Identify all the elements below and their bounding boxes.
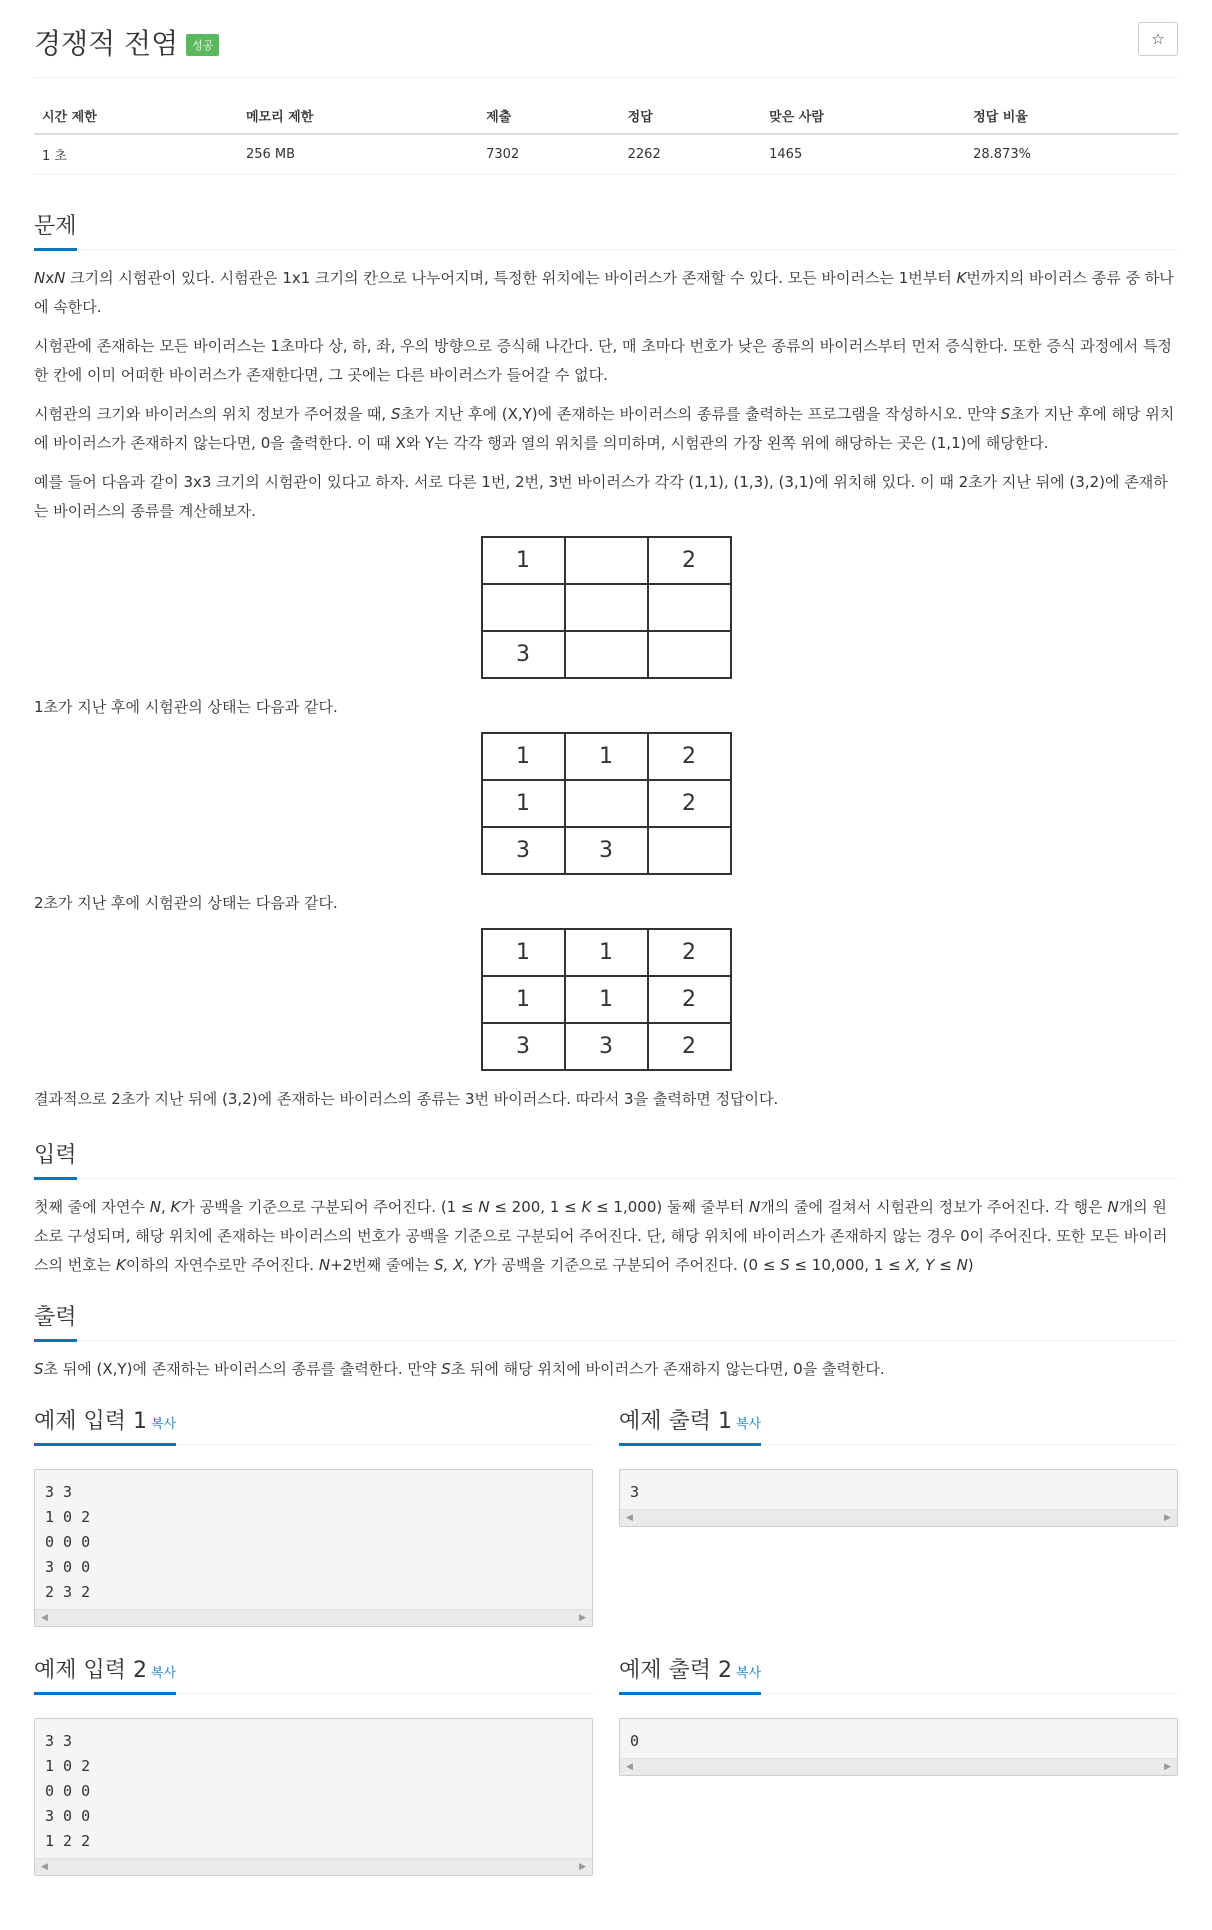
sample-title-text: 예제 입력 1 xyxy=(34,1409,147,1434)
scroll-right-icon[interactable]: ▶ xyxy=(579,1613,586,1623)
sample-input-1-code: 3 3 1 0 2 0 0 0 3 0 0 2 3 2 xyxy=(45,1483,91,1601)
sample-input-1-box[interactable] xyxy=(34,1469,593,1627)
copy-button[interactable]: 복사 xyxy=(736,1666,762,1681)
input-section-head xyxy=(34,1138,1178,1179)
text: 이하의 자연수로만 주어진다. xyxy=(125,1256,319,1274)
var-s: S xyxy=(1000,405,1011,423)
grid-cell: 2 xyxy=(648,1023,731,1070)
info-header-row xyxy=(34,98,1178,134)
var-s: S xyxy=(34,1360,44,1378)
scroll-right-icon[interactable]: ▶ xyxy=(1164,1762,1171,1772)
sample-input-2-box[interactable] xyxy=(34,1718,593,1876)
output-section-title: 출력 xyxy=(34,1300,77,1342)
samples-row-2 xyxy=(34,1653,1178,1876)
grid-2s-wrap xyxy=(34,928,1178,1071)
description-paragraph-7: 결과적으로 2초가 지난 뒤에 (3,2)에 존재하는 바이러스의 종류는 3번 바이러스다. 따라서 3을 출력하면 정답이다. xyxy=(34,1090,779,1108)
copy-button[interactable]: 복사 xyxy=(151,1666,177,1681)
sample-title-text: 예제 출력 1 xyxy=(619,1409,732,1434)
description-paragraph-5: 1초가 지난 후에 시험관의 상태는 다음과 같다. xyxy=(34,698,338,716)
grid-cell: 1 xyxy=(565,733,648,780)
sample-input-1 xyxy=(34,1404,593,1627)
grid-cell: 1 xyxy=(482,929,565,976)
sample-input-2-title xyxy=(34,1653,176,1695)
sample-output-2 xyxy=(619,1653,1178,1876)
grid-cell: 1 xyxy=(482,976,565,1023)
sample-input-2-head xyxy=(34,1653,593,1694)
var: K xyxy=(170,1198,181,1216)
grid-cell xyxy=(482,584,565,631)
page-header xyxy=(34,0,1178,78)
scroll-right-icon[interactable]: ▶ xyxy=(1164,1513,1171,1523)
text: 초가 지난 후에 (X,Y)에 존재하는 바이러스의 종류를 출력하는 프로그램을 작성하시오. 만약 xyxy=(400,405,1001,423)
input-section-title: 입력 xyxy=(34,1138,77,1180)
input-section xyxy=(34,1138,1178,1280)
grid-cell xyxy=(648,584,731,631)
text: 개의 줄에 걸쳐서 시험관의 정보가 주어진다. 각 행은 xyxy=(760,1198,1108,1216)
var: S, X, Y xyxy=(434,1256,483,1274)
description-paragraph-4: 예를 들어 다음과 같이 3x3 크기의 시험관이 있다고 하자. 서로 다른 1번, 2번, 3번 바이러스가 각각 (1,1), (1,3), (3,1)에 위치해 있다. 이 때 2초가 지난 뒤에 (3,2)에 존재하는 바이러스의 종류를 계산해보자. xyxy=(34,473,1168,520)
grid-after-2s xyxy=(481,928,732,1071)
sample-input-1-head xyxy=(34,1404,593,1445)
sample-output-2-head xyxy=(619,1653,1178,1694)
grid-cell: 3 xyxy=(565,827,648,874)
text: 크기의 시험관이 있다. 시험관은 1x1 크기의 칸으로 나누어지며, 특정한 위치에는 바이러스가 존재할 수 있다. 모든 바이러스는 1번부터 xyxy=(65,269,957,287)
grid-cell: 2 xyxy=(648,780,731,827)
problem-section-title: 문제 xyxy=(34,209,77,251)
info-header-time: 시간 제한 xyxy=(34,98,238,134)
text-x: x xyxy=(45,269,55,287)
problem-section xyxy=(34,209,1178,1114)
var-n: N xyxy=(54,269,66,287)
text: 시험관의 크기와 바이러스의 위치 정보가 주어졌을 때, xyxy=(34,405,391,423)
horizontal-scrollbar[interactable] xyxy=(35,1858,592,1875)
problem-title: 경쟁적 전염 xyxy=(34,27,179,60)
var: N xyxy=(149,1198,161,1216)
sample-output-2-code: 0 xyxy=(630,1732,640,1750)
grid-cell: 3 xyxy=(482,631,565,678)
sample-input-2 xyxy=(34,1653,593,1876)
description-paragraph-2: 시험관에 존재하는 모든 바이러스는 1초마다 상, 하, 좌, 우의 방향으로 증식해 나간다. 단, 매 초마다 번호가 낮은 종류의 바이러스부터 먼저 증식한다. 또한 증식 과정에서 특정한 칸에 이미 어떠한 바이러스가 존재한다면, 그 곳에는 다른 바이러스가 들어갈 수 없다. xyxy=(34,337,1172,384)
input-description xyxy=(34,1193,1178,1280)
sample-output-1-title xyxy=(619,1404,761,1446)
grid-cell xyxy=(565,584,648,631)
grid-initial xyxy=(481,536,732,679)
text: 가 공백을 기준으로 구분되어 주어진다. (1 ≤ xyxy=(180,1198,479,1216)
grid-cell: 1 xyxy=(565,976,648,1023)
sample-output-2-title xyxy=(619,1653,761,1695)
star-icon: ☆ xyxy=(1151,30,1165,48)
scroll-left-icon[interactable]: ◀ xyxy=(41,1613,48,1623)
var: S xyxy=(780,1256,790,1274)
text: 첫째 줄에 자연수 xyxy=(34,1198,150,1216)
var: X, Y xyxy=(905,1256,935,1274)
grid-cell xyxy=(648,631,731,678)
star-button[interactable] xyxy=(1138,22,1178,56)
info-value-memory: 256 MB xyxy=(238,134,478,175)
var-s: S xyxy=(441,1360,451,1378)
sample-title-text: 예제 출력 2 xyxy=(619,1658,732,1683)
info-header-solved: 맞은 사람 xyxy=(761,98,965,134)
copy-button[interactable]: 복사 xyxy=(736,1417,762,1432)
horizontal-scrollbar[interactable] xyxy=(35,1609,592,1626)
var-s: S xyxy=(390,405,401,423)
info-header-accepted: 정답 xyxy=(620,98,762,134)
grid-cell: 2 xyxy=(648,537,731,584)
text: ≤ 10,000, 1 ≤ xyxy=(789,1256,906,1274)
var: N xyxy=(748,1198,761,1216)
text: 가 공백을 기준으로 구분되어 주어진다. (0 ≤ xyxy=(482,1256,781,1274)
samples-row-1 xyxy=(34,1404,1178,1627)
text: ) xyxy=(967,1256,974,1274)
description-paragraph-1 xyxy=(34,264,1178,322)
info-value-submit: 7302 xyxy=(478,134,620,175)
output-paragraph xyxy=(34,1355,1178,1384)
grid-initial-wrap xyxy=(34,536,1178,679)
sample-output-2-box[interactable] xyxy=(619,1718,1178,1776)
text: , xyxy=(160,1198,171,1216)
text: +2번째 줄에는 xyxy=(330,1256,435,1274)
problem-section-head xyxy=(34,209,1178,250)
var-k: K xyxy=(956,269,967,287)
output-description xyxy=(34,1355,1178,1384)
output-section-head xyxy=(34,1300,1178,1341)
sample-title-text: 예제 입력 2 xyxy=(34,1658,147,1683)
var: N xyxy=(318,1256,331,1274)
var: K xyxy=(581,1198,592,1216)
horizontal-scrollbar[interactable] xyxy=(620,1758,1177,1775)
var-n: N xyxy=(34,269,46,287)
description-paragraph-6: 2초가 지난 후에 시험관의 상태는 다음과 같다. xyxy=(34,894,338,912)
sample-output-1 xyxy=(619,1404,1178,1627)
info-header-memory: 메모리 제한 xyxy=(238,98,478,134)
grid-cell: 3 xyxy=(482,827,565,874)
grid-cell: 1 xyxy=(482,780,565,827)
text: ≤ 1,000) 둘째 줄부터 xyxy=(591,1198,749,1216)
info-value-solved: 1465 xyxy=(761,134,965,175)
info-value-row xyxy=(34,134,1178,175)
info-header-submit: 제출 xyxy=(478,98,620,134)
grid-1s-wrap xyxy=(34,732,1178,875)
sample-input-2-code: 3 3 1 0 2 0 0 0 3 0 0 1 2 2 xyxy=(45,1732,91,1850)
grid-after-1s xyxy=(481,732,732,875)
text: ≤ xyxy=(934,1256,957,1274)
sample-output-1-code: 3 xyxy=(630,1483,640,1501)
grid-cell: 1 xyxy=(482,733,565,780)
text: 초가 지난 후에 해당 위치에 바이러스가 존재하지 않는다면, 0을 출력한다. 이 때 X와 Y는 각각 행과 열의 위치를 의미하며, 시험관의 가장 왼쪽 위에 해당하는 곳은 (1,1)에 해당한다. xyxy=(34,405,1175,452)
info-value-time: 1 초 xyxy=(34,134,238,175)
problem-info-table xyxy=(34,98,1178,175)
info-header-ratio: 정답 비율 xyxy=(965,98,1178,134)
title-wrap xyxy=(34,22,219,62)
horizontal-scrollbar[interactable] xyxy=(620,1509,1177,1526)
description-paragraph-3 xyxy=(34,400,1178,458)
grid-cell xyxy=(648,827,731,874)
grid-cell: 1 xyxy=(482,537,565,584)
output-section xyxy=(34,1300,1178,1384)
grid-cell: 3 xyxy=(565,1023,648,1070)
grid-cell: 2 xyxy=(648,976,731,1023)
var: N xyxy=(478,1198,490,1216)
scroll-right-icon[interactable]: ▶ xyxy=(579,1862,586,1872)
grid-cell xyxy=(565,537,648,584)
copy-button[interactable]: 복사 xyxy=(151,1417,177,1432)
grid-cell: 2 xyxy=(648,733,731,780)
sample-input-1-title xyxy=(34,1404,176,1446)
grid-cell xyxy=(565,780,648,827)
status-badge: 성공 xyxy=(186,34,219,56)
text: ≤ 200, 1 ≤ xyxy=(489,1198,582,1216)
text: 번까지의 바이러스 종류 중 하나에 속한다. xyxy=(34,269,1174,316)
scroll-left-icon[interactable]: ◀ xyxy=(626,1762,633,1772)
text: 초 뒤에 (X,Y)에 존재하는 바이러스의 종류를 출력한다. 만약 xyxy=(43,1360,442,1378)
grid-cell: 2 xyxy=(648,929,731,976)
problem-description xyxy=(34,264,1178,1114)
var: N xyxy=(1107,1198,1119,1216)
info-value-ratio: 28.873% xyxy=(965,134,1178,175)
text: 초 뒤에 해당 위치에 바이러스가 존재하지 않는다면, 0을 출력한다. xyxy=(450,1360,885,1378)
var: K xyxy=(116,1256,126,1274)
scroll-left-icon[interactable]: ◀ xyxy=(41,1862,48,1872)
sample-output-1-head xyxy=(619,1404,1178,1445)
grid-cell: 3 xyxy=(482,1023,565,1070)
scroll-left-icon[interactable]: ◀ xyxy=(626,1513,633,1523)
info-value-accepted: 2262 xyxy=(620,134,762,175)
grid-cell xyxy=(565,631,648,678)
var: N xyxy=(956,1256,968,1274)
sample-output-1-box[interactable] xyxy=(619,1469,1178,1527)
input-paragraph xyxy=(34,1193,1178,1280)
text: 개의 원소로 구성되며, 해당 위치에 존재하는 바이러스의 번호가 공백을 기준으로 구분되어 주어진다. 단, 해당 위치에 바이러스가 존재하지 않는 경우 0이 주어진다. 또한 모든 바이러스의 번호는 xyxy=(34,1198,1168,1274)
grid-cell: 1 xyxy=(565,929,648,976)
